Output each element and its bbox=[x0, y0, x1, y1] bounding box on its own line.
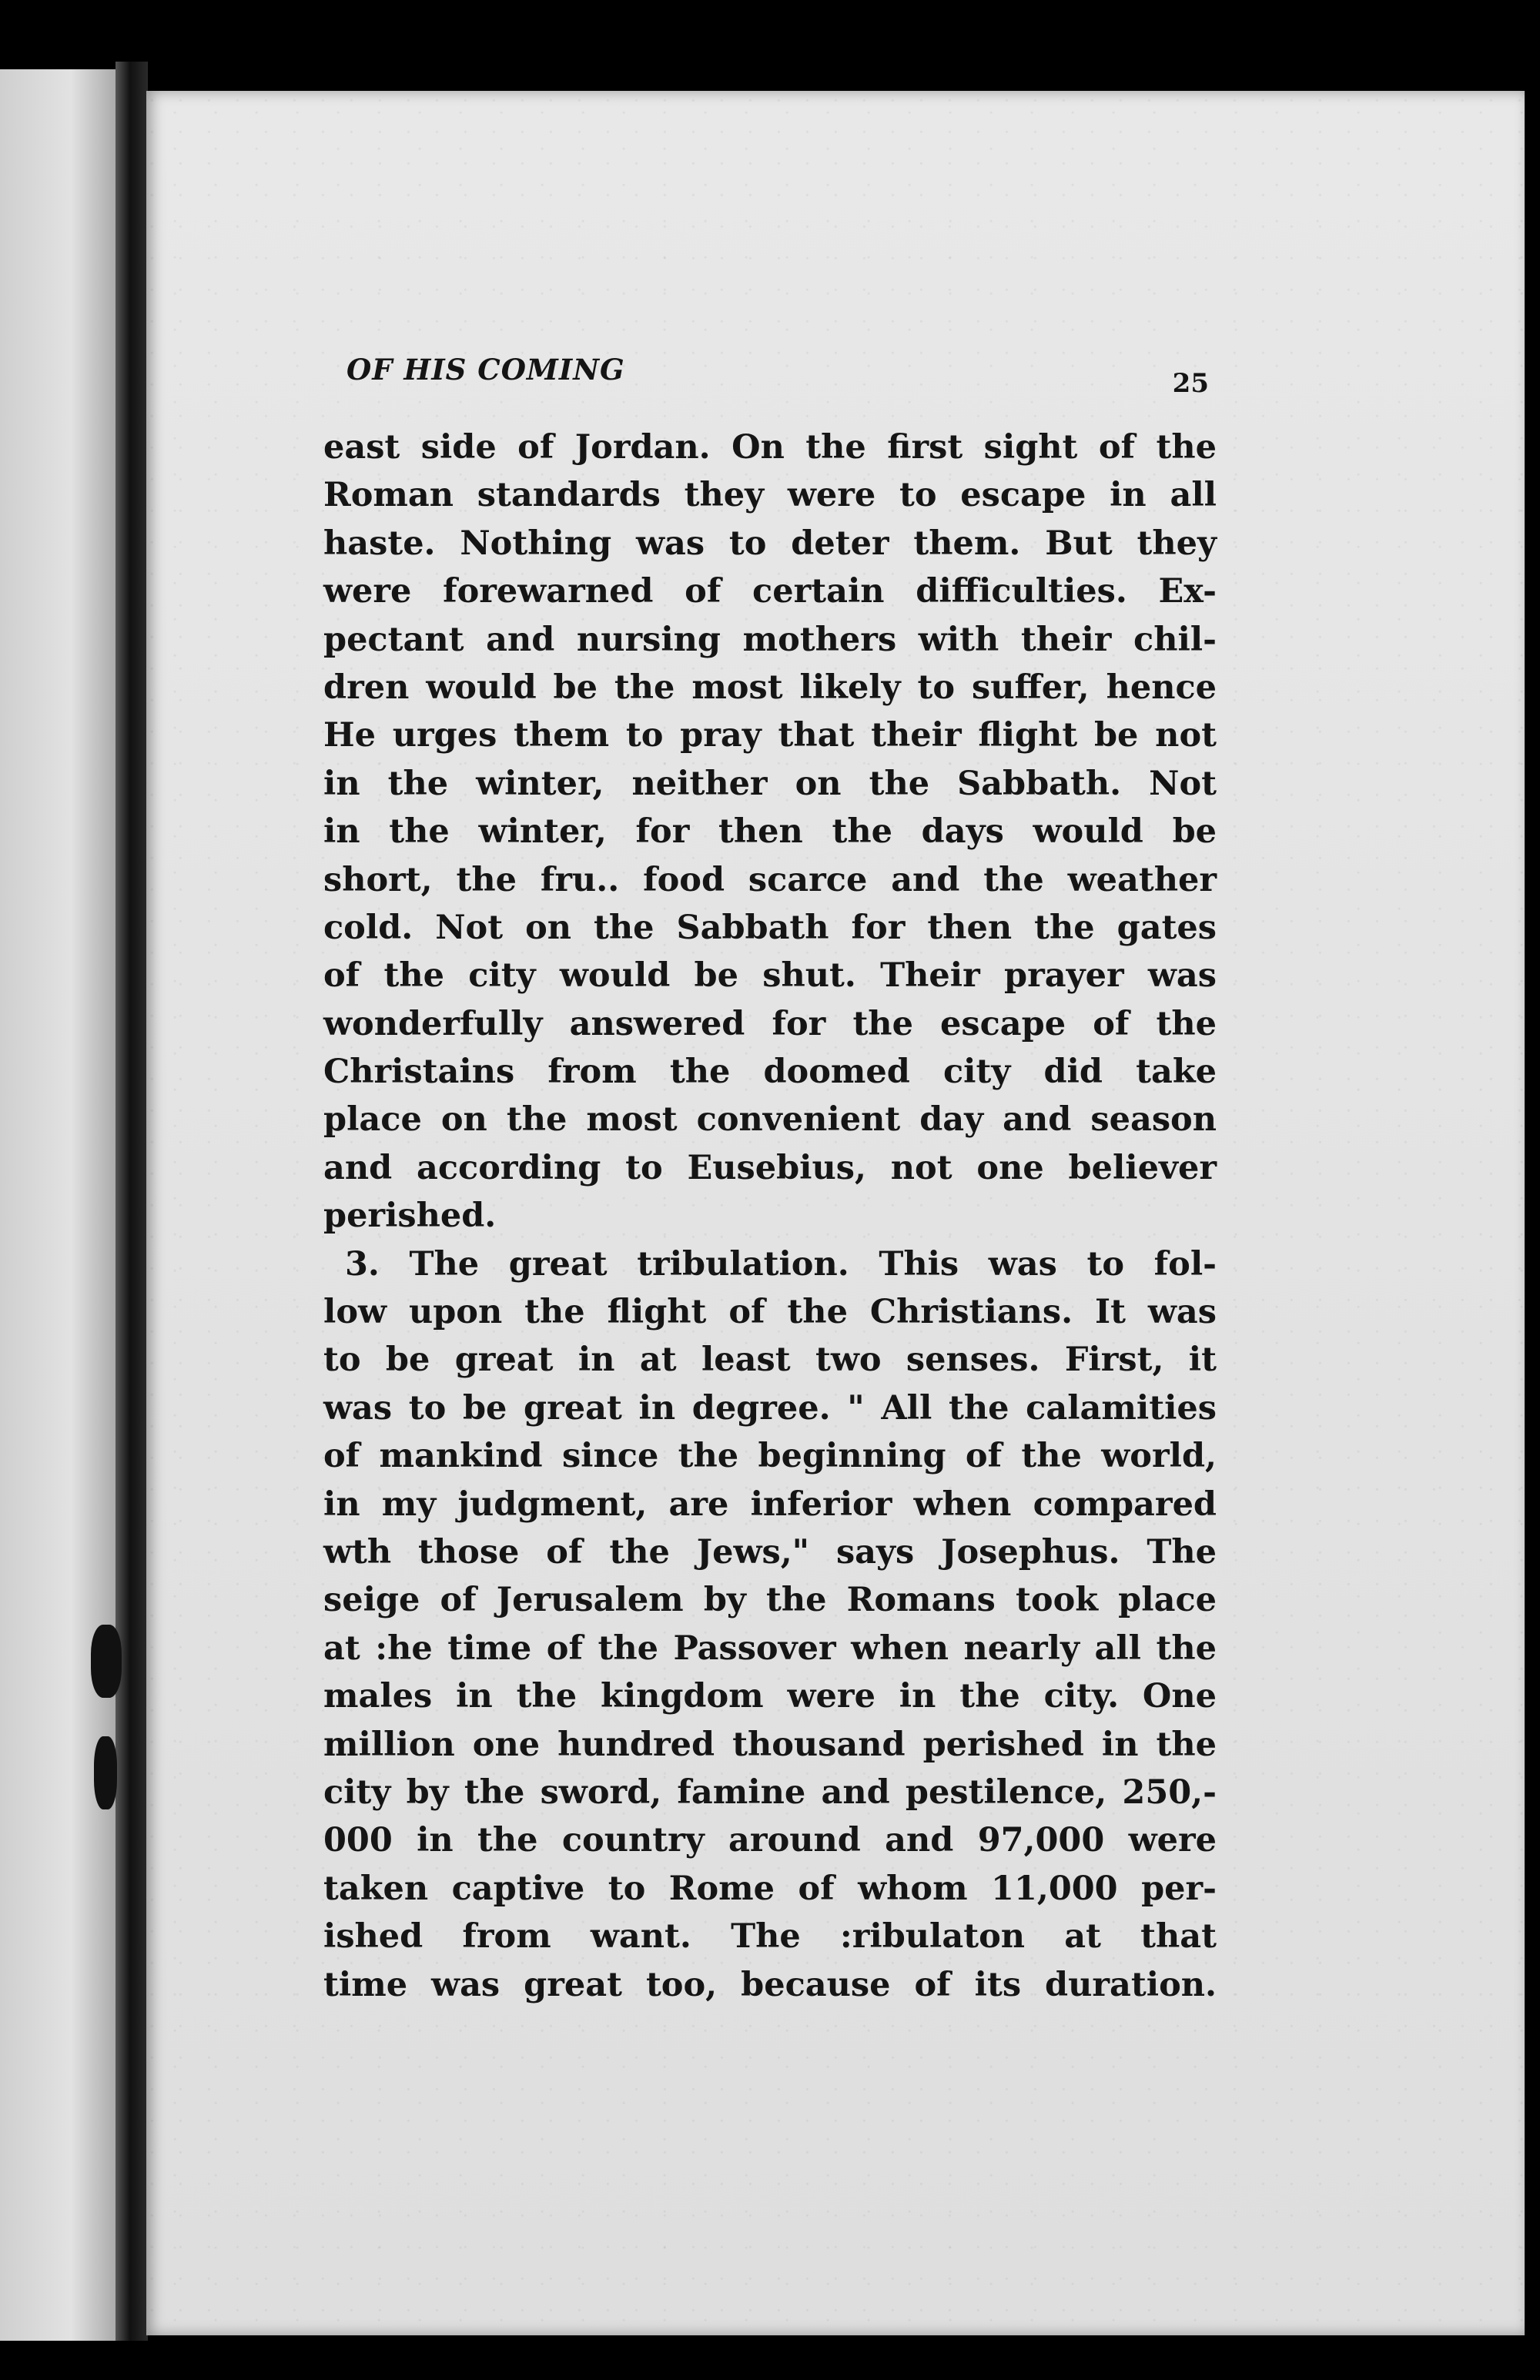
text-line: time was great too, because of its duration. bbox=[323, 1965, 1217, 2004]
text-line: haste. Nothing was to deter them. But they bbox=[323, 524, 1217, 563]
page-header bbox=[346, 353, 1217, 407]
text-line: He urges them to pray that their flight be not bbox=[323, 716, 1217, 755]
ink-smudge bbox=[91, 1625, 122, 1698]
text-line: low upon the flight of the Christians. It was bbox=[323, 1293, 1217, 1332]
text-line: at :he time of the Passover when nearly all the bbox=[323, 1629, 1217, 1668]
text-line: ished from want. The :ribulaton at that bbox=[323, 1917, 1217, 1957]
text-line: wonderfully answered for the escape of the bbox=[323, 1004, 1217, 1043]
text-line: million one hundred thousand perished in the bbox=[323, 1725, 1217, 1764]
text-line: males in the kingdom were in the city. One bbox=[323, 1677, 1217, 1716]
text-line: dren would be the most likely to suffer, hence bbox=[323, 668, 1217, 707]
text-line: and according to Eusebius, not one believer bbox=[323, 1148, 1217, 1187]
text-line: of mankind since the beginning of the world, bbox=[323, 1437, 1217, 1476]
text-line: to be great in at least two senses. First, it bbox=[323, 1341, 1217, 1380]
page-number: 25 bbox=[1172, 368, 1209, 399]
ink-smudge bbox=[94, 1736, 117, 1809]
text-line: perished. bbox=[323, 1197, 497, 1236]
text-line: 000 in the country around and 97,000 were bbox=[323, 1821, 1217, 1860]
text-line: of the city would be shut. Their prayer was bbox=[323, 956, 1217, 996]
text-line: cold. Not on the Sabbath for then the gates bbox=[323, 908, 1217, 947]
text-line: wth those of the Jews," says Josephus. The bbox=[323, 1532, 1217, 1572]
text-line: 3. The great tribulation. This was to fol- bbox=[345, 1244, 1217, 1284]
text-line: east side of Jordan. On the first sight of the bbox=[323, 428, 1217, 467]
text-line: pectant and nursing mothers with their chil- bbox=[323, 620, 1217, 659]
running-head: OF HIS COMING bbox=[346, 353, 625, 387]
text-line: in the winter, neither on the Sabbath. Not bbox=[323, 764, 1217, 803]
body-text bbox=[323, 423, 1217, 2009]
text-line: place on the most convenient day and season bbox=[323, 1100, 1217, 1140]
text-line: were forewarned of certain difficulties. Ex- bbox=[323, 572, 1217, 611]
text-line: in my judgment, are inferior when compared bbox=[323, 1485, 1217, 1524]
text-line: taken captive to Rome of whom 11,000 per- bbox=[323, 1869, 1217, 1908]
text-line: city by the sword, famine and pestilence, 250,- bbox=[323, 1772, 1217, 1812]
text-line: seige of Jerusalem by the Romans took place bbox=[323, 1581, 1217, 1620]
scan-bottom-edge bbox=[0, 2341, 1540, 2380]
text-line: short, the fru.. food scarce and the weather bbox=[323, 860, 1217, 899]
text-line: in the winter, for then the days would be bbox=[323, 812, 1217, 852]
text-line: Christains from the doomed city did take bbox=[323, 1053, 1217, 1092]
book-spine bbox=[116, 62, 148, 2356]
text-line: Roman standards they were to escape in all bbox=[323, 476, 1217, 515]
text-line: was to be great in degree. " All the calamities bbox=[323, 1388, 1217, 1428]
left-page-edge bbox=[0, 69, 129, 2348]
